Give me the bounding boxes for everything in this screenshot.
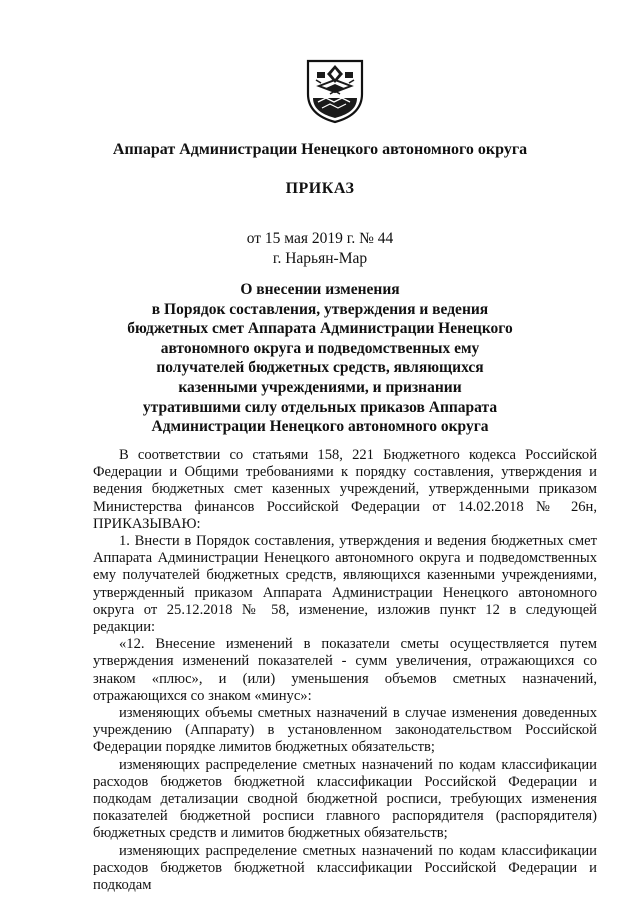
body-paragraph-item-1: 1. Внести в Порядок составления, утверждения и ведения бюджетных смет Аппарата Администрации Ненецкого автономного округа и подведомственных ему получателей бюджетных средств, являющихся казенными учреждениями, утвержденный приказом Аппарата Администрации Ненецкого автономного округа от 25.12.2018 № 58, изменение, изложив пункт 12 в следующей редакции: — [93, 533, 597, 636]
body-paragraph: изменяющих объемы сметных назначений в случае изменения доведенных учреждению (Аппарату) в установленном законодательством Российской Федерации порядке лимитов бюджетных обязательств; — [93, 705, 597, 756]
body-paragraph: изменяющих распределение сметных назначений по кодам классификации расходов бюджетов бюджетной классификации Российской Федерации и подкодам — [93, 842, 597, 894]
title-line: казенными учреждениями, и признании — [178, 378, 462, 396]
title-line: получателей бюджетных средств, являющихся — [156, 359, 484, 377]
document-type: ПРИКАЗ — [285, 180, 355, 197]
coat-of-arms-icon — [304, 58, 366, 124]
organization-name: Аппарат Администрации Ненецкого автономного округа — [112, 141, 528, 158]
title-line: в Порядок составления, утверждения и ведения — [151, 300, 489, 318]
document-date-number: от 15 мая 2019 г. № 44 — [246, 230, 394, 247]
body-paragraph-preamble: В соответствии со статьями 158, 221 Бюджетного кодекса Российской Федерации и Общими требованиями к порядку составления, утверждения и ведения бюджетных смет казенных учреждений, утвержденными приказом Министерства финансов Российской Федерации от 14.02.2018 № 26н, ПРИКАЗЫВАЮ: — [93, 447, 597, 532]
title-line: Администрации Ненецкого автономного округа — [151, 418, 489, 436]
title-line: бюджетных смет Аппарата Администрации Ненецкого — [127, 320, 513, 338]
body-paragraph: изменяющих распределение сметных назначений по кодам классификации расходов бюджетов бюджетной классификации Российской Федерации и подкодам детализации сводной бюджетной росписи, требующих изменения показателей бюджетной росписи главного распорядителя (распорядителя) бюджетных средств и лимитов бюджетных обязательств; — [93, 756, 597, 842]
title-line: автономного округа и подведомственных ему — [160, 339, 480, 357]
body-paragraph-quote-12: «12. Внесение изменений в показатели сметы осуществляется путем утверждения изменений показателей - сумм увеличения, отражающихся со знаком «плюс», и (или) уменьшения объемов сметных назначений, отражающихся со знаком «минус»: — [93, 636, 597, 704]
document-title — [80, 280, 560, 437]
title-line: О внесении изменения — [240, 281, 400, 298]
document-city: г. Нарьян-Мар — [272, 250, 368, 267]
title-line: утратившими силу отдельных приказов Аппарата — [142, 398, 498, 416]
document-body — [93, 447, 597, 894]
